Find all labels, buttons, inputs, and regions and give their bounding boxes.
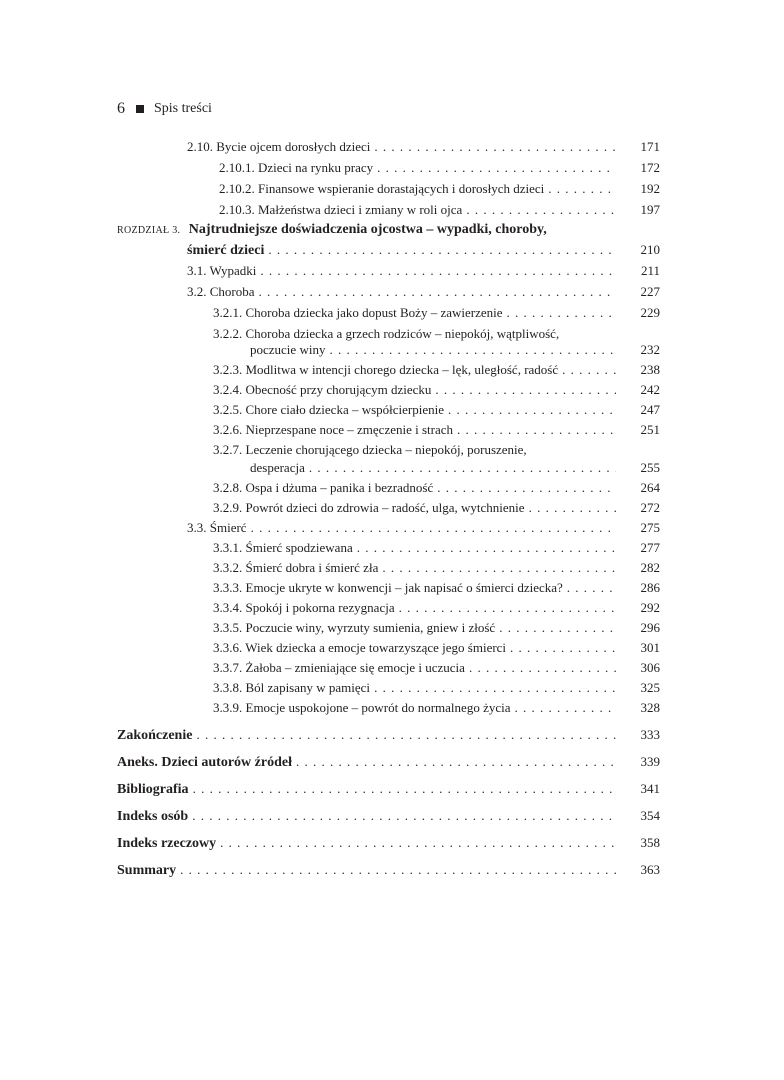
leader-dots [399,600,616,616]
toc-entry-label: 3.2.1. Choroba dziecka jako dopust Boży – zawierzenie [213,305,503,320]
toc-entry-page: 272 [640,500,660,515]
toc-entry-page: 251 [640,422,660,437]
toc-entry-page: 275 [640,520,660,535]
toc-entry-page: 171 [640,139,660,154]
toc-section-page: 354 [640,808,660,823]
toc-entry[interactable] [187,520,660,536]
toc-entry-page: 292 [640,600,660,615]
leader-dots [448,402,616,418]
toc-section[interactable] [117,862,660,879]
toc-entry-label: 3.2.8. Ospa i dżuma – panika i bezradność [213,480,434,495]
leader-dots [567,580,616,596]
toc-entry[interactable] [213,362,660,378]
leader-dots [507,305,616,321]
toc-entry-label: 3.3.3. Emocje ukryte w konwencji – jak napisać o śmierci dziecka? [213,580,563,595]
toc-entry[interactable] [187,139,660,155]
toc-entry[interactable] [187,284,660,300]
toc-section-page: 358 [640,835,660,850]
running-header [117,100,212,118]
toc-entry-label: 3.1. Wypadki [187,263,257,278]
toc-entry-page: 255 [640,460,660,475]
toc-entry-label: 3.3.2. Śmierć dobra i śmierć zła [213,560,379,575]
leader-dots [562,362,616,378]
leader-dots [260,263,616,279]
toc-entry-label: 3.3. Śmierć [187,520,247,535]
toc-entry[interactable] [213,700,660,716]
toc-entry-page: 229 [640,305,660,320]
leader-dots [382,560,616,576]
toc-entry[interactable] [213,500,660,516]
chapter-label: ROZDZIAŁ 3. [117,225,181,236]
leader-dots [466,202,616,218]
chapter-heading[interactable] [117,222,547,238]
toc-section-label: Aneks. Dzieci autorów źródeł [117,755,292,770]
toc-entry-page: 325 [640,680,660,695]
chapter-title-line1: Najtrudniejsze doświadczenia ojcostwa – wypadki, choroby, [188,222,547,237]
toc-section[interactable] [117,754,660,771]
toc-entry-label: 3.2.4. Obecność przy chorującym dziecku [213,382,432,397]
toc-entry-page: 192 [640,181,660,196]
toc-entry-page: 306 [640,660,660,675]
toc-entry-label: 2.10. Bycie ojcem dorosłych dzieci [187,139,371,154]
toc-entry[interactable] [213,540,660,556]
toc-section-label: Zakończenie [117,728,193,743]
leader-dots [259,284,616,300]
leader-dots [193,781,616,797]
toc-entry[interactable] [213,305,660,321]
leader-dots [437,480,616,496]
toc-entry-label: 3.2. Choroba [187,284,255,299]
toc-entry-continuation: desperacja [250,460,305,475]
toc-entry[interactable] [213,600,660,616]
toc-entry-page: 301 [640,640,660,655]
leader-dots [268,242,616,258]
toc-entry-page: 238 [640,362,660,377]
toc-entry-label: 3.2.6. Nieprzespane noce – zmęczenie i strach [213,422,454,437]
toc-entry-label: 3.3.6. Wiek dziecka a emocje towarzyszące jego śmierci [213,640,507,655]
leader-dots [251,520,616,536]
leader-dots [329,342,616,358]
toc-section[interactable] [117,835,660,852]
leader-dots [357,540,616,556]
toc-entry[interactable] [250,460,660,476]
toc-entry-label: 2.10.1. Dzieci na rynku pracy [219,160,374,175]
toc-entry-continuation: poczucie winy [250,342,326,357]
chapter-title-line2: śmierć dzieci [187,243,265,258]
toc-entry[interactable] [250,342,660,358]
toc-section[interactable] [117,781,660,798]
chapter-page: 210 [640,242,660,257]
leader-dots [435,382,616,398]
toc-entry-label: 3.3.7. Żałoba – zmieniające się emocje i uczucia [213,660,465,675]
toc-entry-page: 211 [640,263,660,278]
toc-entry[interactable] [219,160,660,176]
toc-entry-page: 227 [640,284,660,299]
leader-dots [196,727,616,743]
running-title: Spis treści [154,101,212,116]
toc-entry-label: 3.3.5. Poczucie winy, wyrzuty sumienia, gniew i złość [213,620,496,635]
toc-section-label: Indeks osób [117,809,189,824]
leader-dots [296,754,616,770]
toc-entry[interactable] [213,480,660,496]
toc-section[interactable] [117,808,660,825]
toc-section-page: 363 [640,862,660,877]
toc-section[interactable] [117,727,660,744]
toc-entry[interactable] [219,202,660,218]
leader-dots [192,808,616,824]
toc-section-page: 333 [640,727,660,742]
leader-dots [515,700,617,716]
toc-entry[interactable] [213,422,660,438]
leader-dots [499,620,616,636]
leader-dots [377,160,616,176]
leader-dots [510,640,616,656]
toc-entry-page: 277 [640,540,660,555]
toc-entry-label: 3.2.3. Modlitwa w intencji chorego dziecka – lęk, uległość, radość [213,362,559,377]
toc-entry[interactable] [213,402,660,418]
toc-entry-label: 2.10.3. Małżeństwa dzieci i zmiany w roli ojca [219,202,463,217]
toc-entry-page: 197 [640,202,660,217]
toc-entry-label[interactable]: 3.2.7. Leczenie chorującego dziecka – niepokój, poruszenie, [213,442,527,457]
page-number: 6 [117,100,125,117]
toc-entry-label[interactable]: 3.2.2. Choroba dziecka a grzech rodziców – niepokój, wątpliwość, [213,326,560,341]
toc-entry[interactable] [219,181,660,197]
toc-entry-page: 328 [640,700,660,715]
toc-section-label: Summary [117,863,177,878]
toc-entry-page: 264 [640,480,660,495]
toc-entry-page: 282 [640,560,660,575]
toc-entry-label: 3.3.4. Spokój i pokorna rezygnacja [213,600,395,615]
square-bullet-icon [136,105,144,113]
leader-dots [180,862,616,878]
toc-entry-page: 296 [640,620,660,635]
leader-dots [220,835,616,851]
chapter-heading-line2[interactable] [187,242,660,259]
leader-dots [469,660,616,676]
toc-entry-label: 3.3.1. Śmierć spodziewana [213,540,353,555]
leader-dots [309,460,616,476]
toc-entry-page: 247 [640,402,660,417]
toc-entry[interactable] [213,560,660,576]
leader-dots [457,422,616,438]
toc-entry-label: 3.2.9. Powrót dzieci do zdrowia – radość, ulga, wytchnienie [213,500,525,515]
toc-section-page: 339 [640,754,660,769]
toc-entry[interactable] [213,580,660,596]
leader-dots [529,500,616,516]
toc-entry-page: 232 [640,342,660,357]
toc-entry-label: 3.3.8. Ból zapisany w pamięci [213,680,371,695]
toc-section-page: 341 [640,781,660,796]
toc-entry-label: 3.2.5. Chore ciało dziecka – współcierpienie [213,402,445,417]
toc-section-label: Indeks rzeczowy [117,836,217,851]
leader-dots [374,139,616,155]
toc-entry[interactable] [213,640,660,656]
toc-entry[interactable] [213,660,660,676]
toc-entry-label: 2.10.2. Finansowe wspieranie dorastających i dorosłych dzieci [219,181,545,196]
leader-dots [548,181,616,197]
toc-entry-page: 286 [640,580,660,595]
toc-entry[interactable] [187,263,660,279]
toc-entry-page: 172 [640,160,660,175]
toc-entry-page: 242 [640,382,660,397]
toc-entry[interactable] [213,680,660,696]
toc-entry-label: 3.3.9. Emocje uspokojone – powrót do normalnego życia [213,700,511,715]
leader-dots [374,680,616,696]
toc-entry[interactable] [213,382,660,398]
toc-section-label: Bibliografia [117,782,189,797]
toc-entry[interactable] [213,620,660,636]
